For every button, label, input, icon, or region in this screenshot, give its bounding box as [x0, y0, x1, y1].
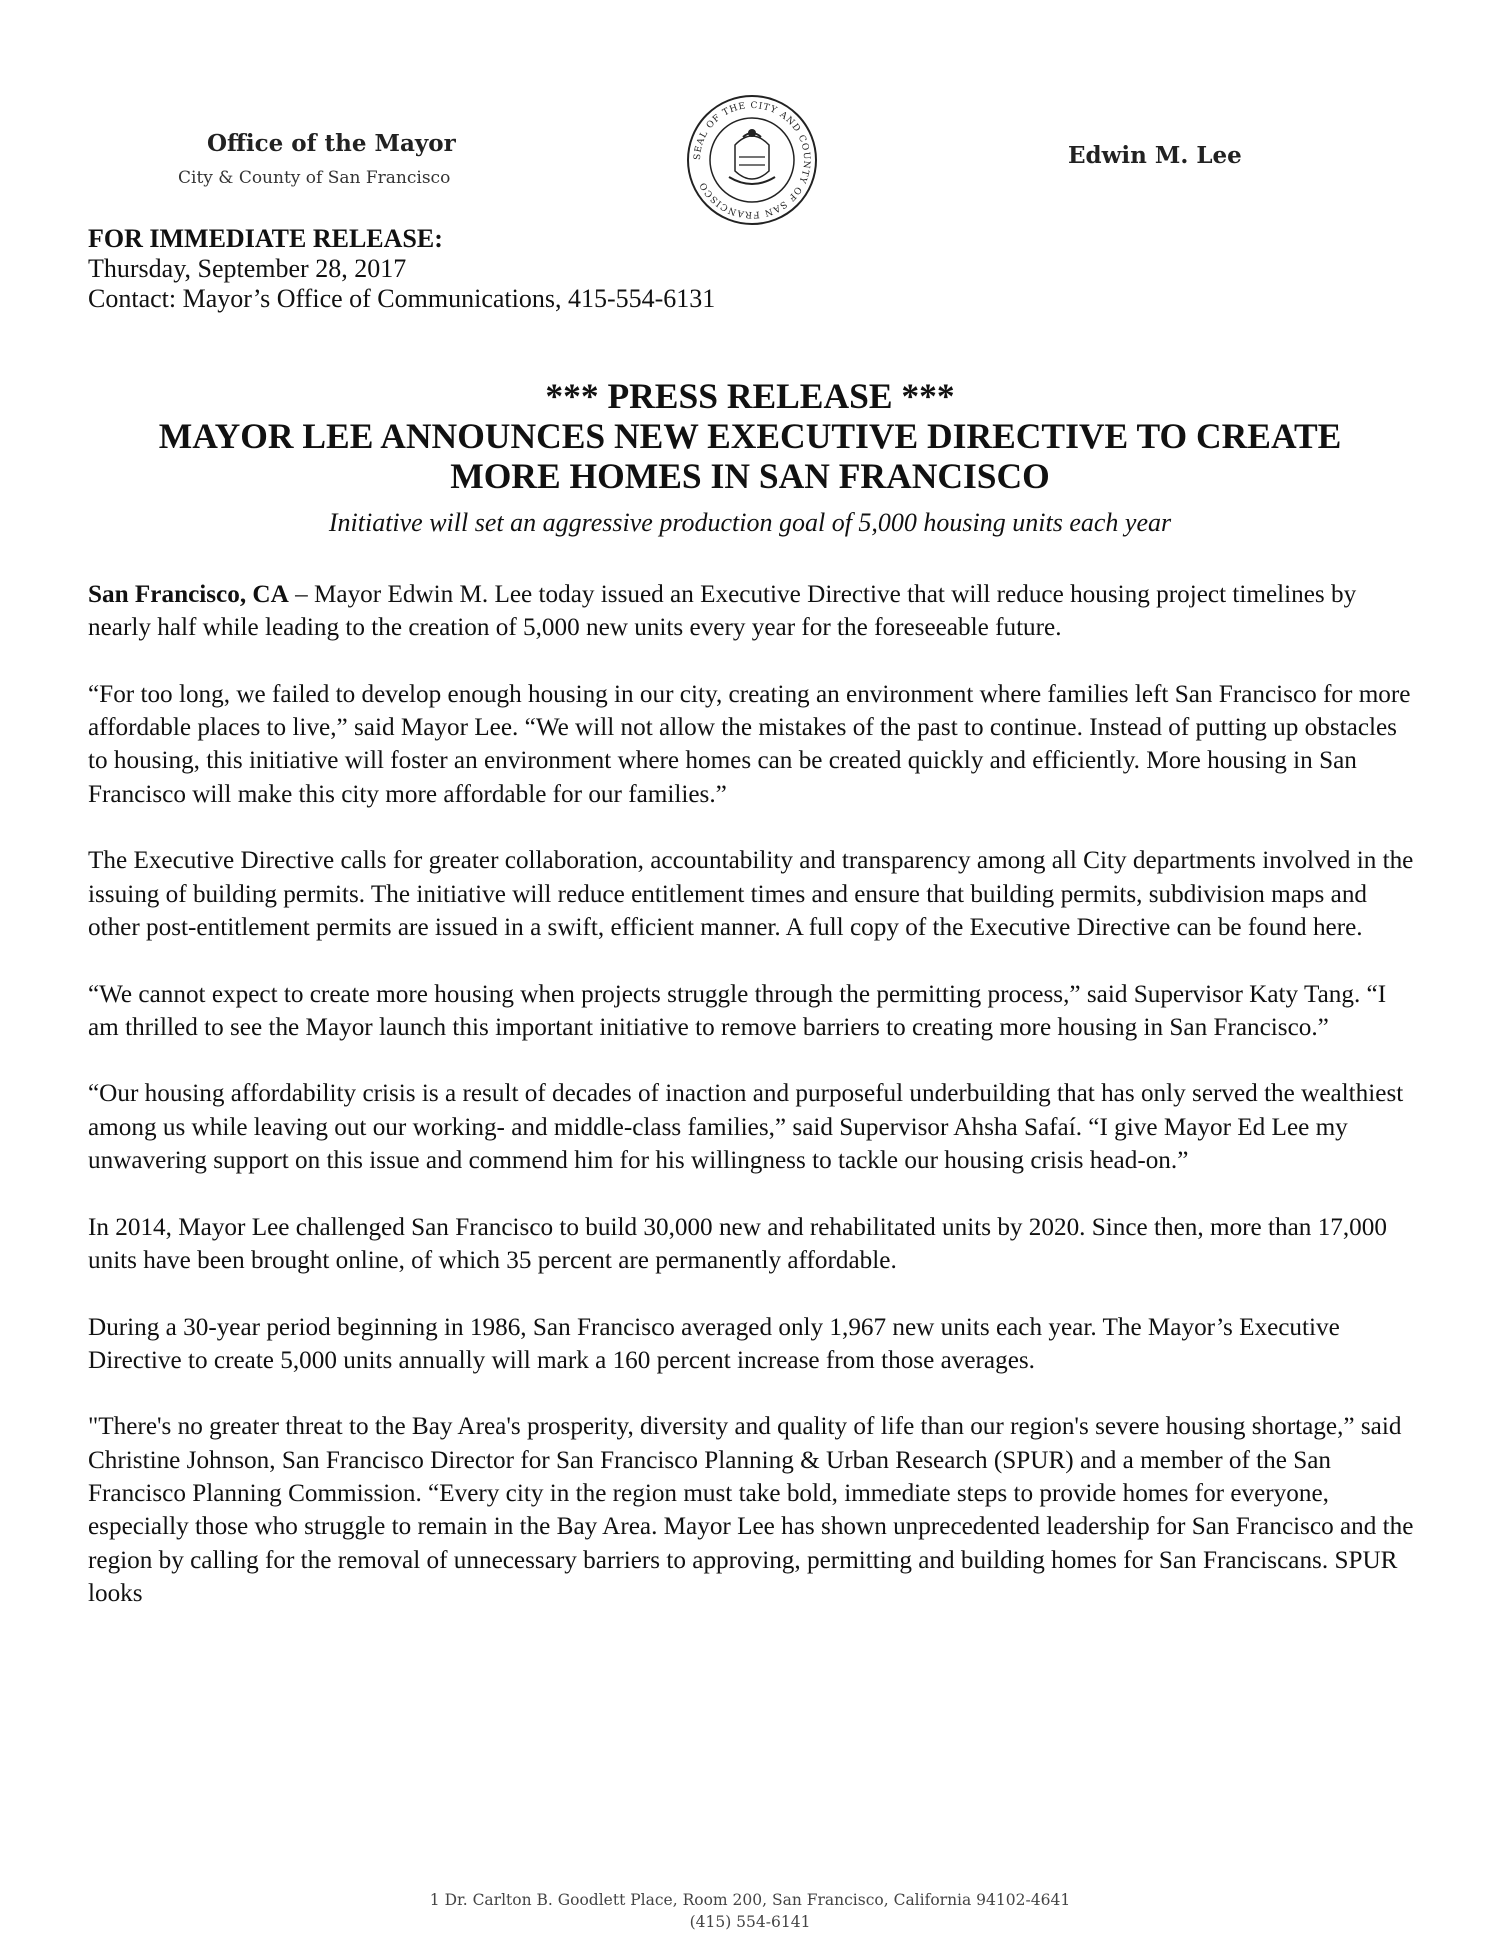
release-info: [88, 224, 715, 314]
paragraph-7: During a 30-year period beginning in 1986, San Francisco averaged only 1,967 new units each year. The Mayor’s Executive Directive to create 5,000 units annually will mark a 160 percent increase from those averages.: [88, 1313, 1340, 1374]
press-release-body: [88, 578, 1416, 1644]
paragraph-1: [88, 578, 1416, 645]
release-contact: Contact: Mayor’s Office of Communications, 415-554-6131: [88, 284, 716, 313]
release-date: Thursday, September 28, 2017: [88, 254, 407, 283]
mayor-name: Edwin M. Lee: [1068, 142, 1242, 169]
paragraph-3: The Executive Directive calls for greater collaboration, accountability and transparency among all City departments involved in the issuing of building permits. The initiative will reduce entitlement times and ensure that building permits, subdivision maps and other post-entitlement permits are issued in a swift, efficient manner. A full copy of the Executive Directive can be found here.: [88, 847, 1414, 941]
paragraph-5: “Our housing affordability crisis is a result of decades of inaction and purposeful underbuilding that has only served the wealthiest among us while leaving out our working- and middle-class families,” said Supervisor Ahsha Safaí. “I give Mayor Ed Lee my unwavering support on this issue and commend him for his willingness to tackle our housing crisis head-on.”: [88, 1080, 1404, 1175]
letterhead: [0, 0, 1500, 225]
footer-address: 1 Dr. Carlton B. Goodlett Place, Room 200, San Francisco, California 94102-4641: [429, 1891, 1071, 1909]
headline: [60, 376, 1440, 496]
city-seal-icon: [685, 93, 819, 227]
headline-subtitle: Initiative will set an aggressive production goal of 5,000 housing units each year: [328, 508, 1172, 537]
paragraph-6: In 2014, Mayor Lee challenged San Francisco to build 30,000 new and rehabilitated units by 2020. Since then, more than 17,000 units have been brought online, of which 35 percent are permanently affordable.: [88, 1213, 1387, 1274]
release-label: FOR IMMEDIATE RELEASE:: [88, 224, 443, 253]
paragraph-2: “For too long, we failed to develop enough housing in our city, creating an environment where families left San Francisco for more affordable places to live,” said Mayor Lee. “We will not allow the mistakes of the past to continue. Instead of putting up obstacles to housing, this initiative will foster an environment where homes can be created quickly and efficiently. More housing in San Francisco will make this city more affordable for our families.”: [88, 680, 1411, 808]
headline-line-1: MAYOR LEE ANNOUNCES NEW EXECUTIVE DIRECTIVE TO CREATE: [158, 416, 1342, 456]
paragraph-1-text: – Mayor Edwin M. Lee today issued an Executive Directive that will reduce housing project timelines by nearly half while leading to the creation of 5,000 new units every year for the foreseeable future.: [88, 581, 1357, 642]
press-release-banner: *** PRESS RELEASE ***: [545, 376, 955, 416]
office-subtitle: City & County of San Francisco: [178, 168, 451, 188]
footer: [0, 1889, 1500, 1933]
paragraph-8: "There's no greater threat to the Bay Area's prosperity, diversity and quality of life than our region's severe housing shortage,” said Christine Johnson, San Francisco Director for San Francisco Planning & Urban Research (SPUR) and a member of the San Francisco Planning Commission. “Every city in the region must take bold, immediate steps to provide homes for everyone, especially those who struggle to remain in the Bay Area. Mayor Lee has shown unprecedented leadership for San Francisco and the region by calling for the removal of unnecessary barriers to approving, permitting and building homes for San Franciscans. SPUR looks: [88, 1413, 1414, 1607]
dateline-location: San Francisco, CA: [88, 581, 289, 608]
seal-text: SEAL OF THE CITY AND COUNTY OF SAN FRANCISCO: [692, 100, 812, 220]
office-title: Office of the Mayor: [207, 130, 456, 157]
headline-line-2: MORE HOMES IN SAN FRANCISCO: [450, 456, 1050, 496]
paragraph-4: “We cannot expect to create more housing when projects struggle through the permitting process,” said Supervisor Katy Tang. “I am thrilled to see the Mayor launch this important initiative to remove barriers to creating more housing in San Francisco.”: [88, 980, 1387, 1041]
footer-phone: (415) 554-6141: [689, 1913, 811, 1931]
